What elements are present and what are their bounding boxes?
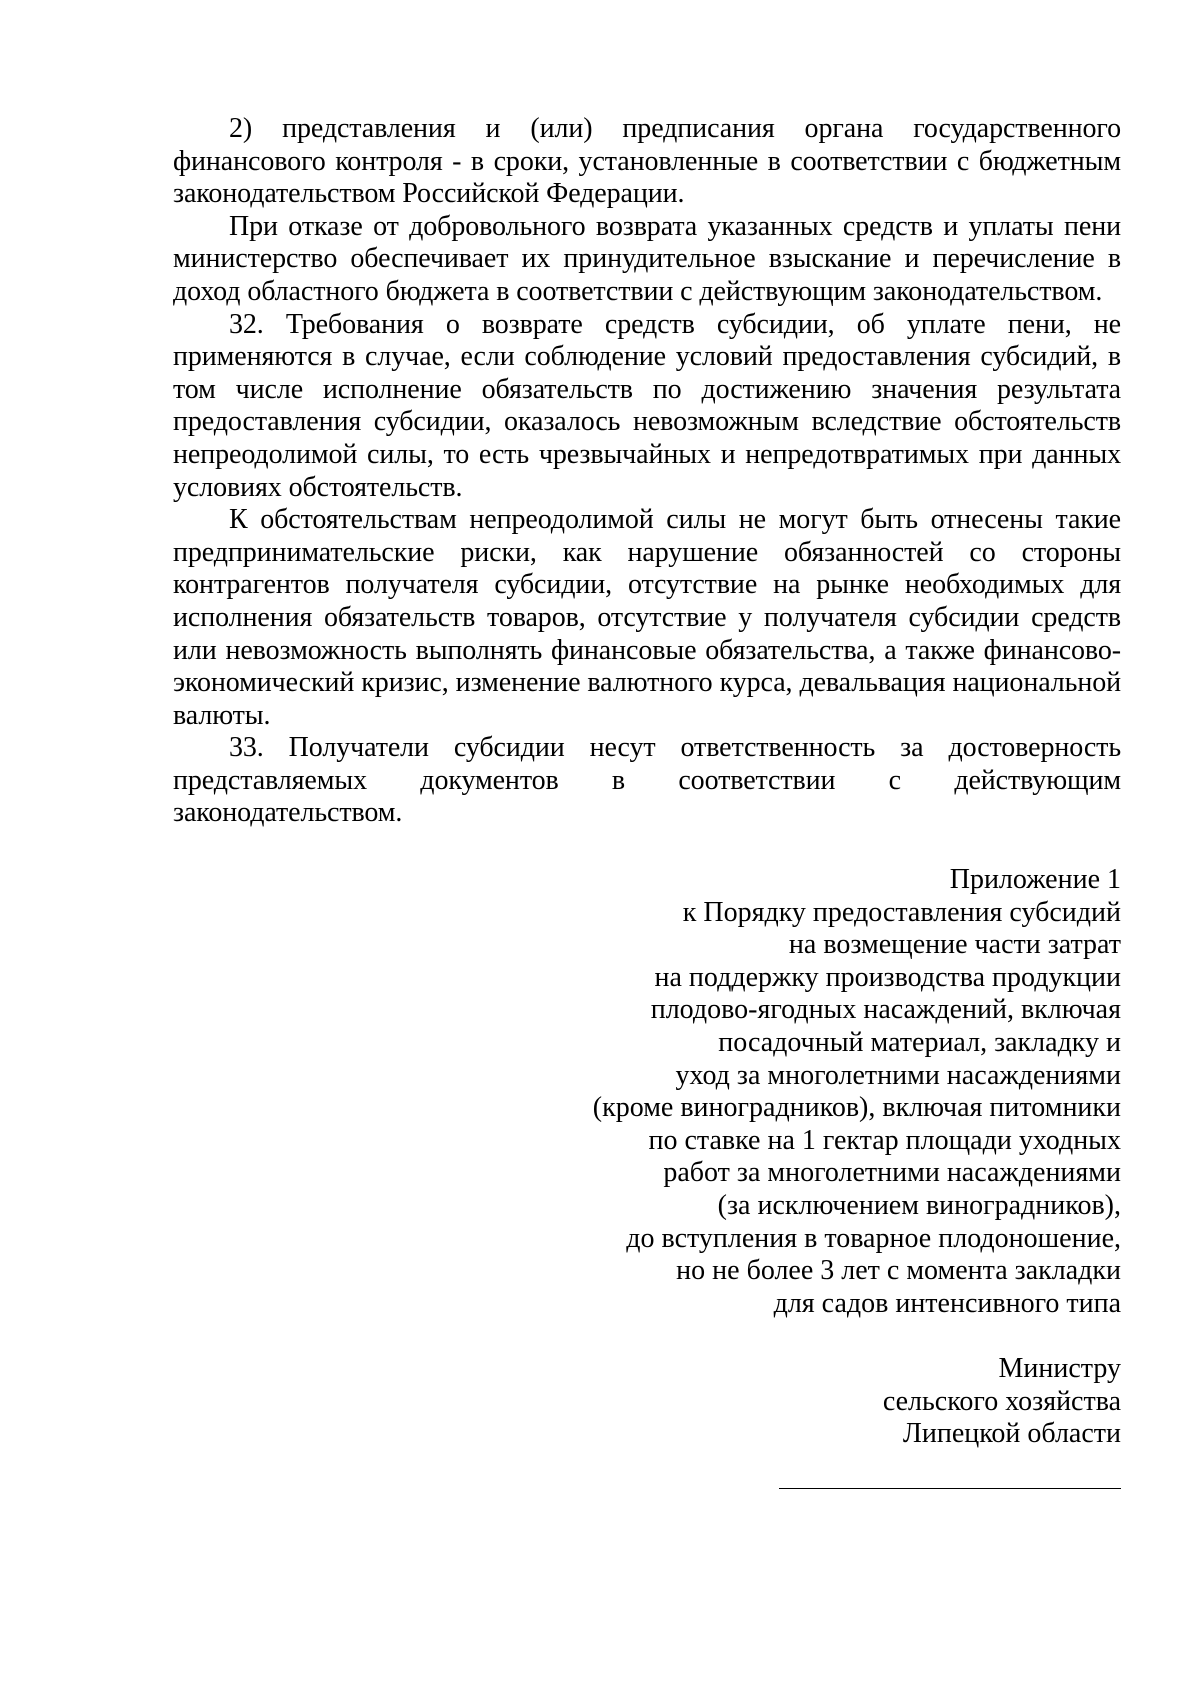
annex-line: по ставке на 1 гектар площади уходных (648, 1124, 1121, 1156)
annex-line: (кроме виноградников), включая питомники (592, 1092, 1121, 1124)
document-body (173, 113, 1121, 830)
annex-line: на возмещение части затрат (788, 929, 1121, 961)
paragraph-item-32: 32. Требования о возврате средств субсидии, об уплате пени, не применяются в случае, если соблюдение условий предоставления субсидий, в том числе исполнение обязательств по достижению значения результата предоставления субсидии, оказалось невозможным вследствие обстоятельств непреодолимой силы, то есть чрезвычайных и непредотвратимых при данных условиях обстоятельств. (173, 308, 1121, 503)
addressee-block (800, 1353, 1121, 1451)
annex-line: уход за многолетними насаждениями (675, 1059, 1121, 1091)
paragraph-refund-orders: 2) представления и (или) предписания органа государственного финансового контроля - в сроки, установленные в соответствии с бюджетным законодательством Российской Федерации. (173, 113, 1121, 210)
addressee-line: Липецкой области (902, 1418, 1121, 1450)
annex-line: но не более 3 лет с момента закладки (676, 1255, 1121, 1287)
blank-fill-line (779, 1488, 1121, 1489)
paragraph-item-33: 33. Получатели субсидии несут ответственность за достоверность представляемых документов в соответствии с действующим законодательством. (173, 732, 1121, 829)
paragraph-force-majeure-exclusions: К обстоятельствам непреодолимой силы не могут быть отнесены такие предпринимательские риски, как нарушение обязанностей со стороны контрагентов получателя субсидии, отсутствие на рынке необходимых для исполнения обязательств товаров, отсутствие у получателя субсидии средств или невозможность выполнять финансовые обязательства, а также финансово-экономический кризис, изменение валютного курса, девальвация национальной валюты. (173, 504, 1121, 731)
annex-title: Приложение 1 (949, 864, 1121, 895)
annex-line: (за исключением виноградников), (717, 1189, 1121, 1221)
addressee-line: Министру (998, 1353, 1121, 1384)
annex-line: посадочный материал, закладку и (718, 1026, 1121, 1058)
annex-line: до вступления в товарное плодоношение, (626, 1222, 1121, 1254)
addressee-line: сельского хозяйства (882, 1385, 1121, 1417)
annex-line: к Порядку предоставления субсидий (682, 896, 1121, 928)
annex-line: для садов интенсивного типа (773, 1287, 1121, 1319)
paragraph-forced-recovery: При отказе от добровольного возврата указанных средств и уплаты пени министерство обеспечивает их принудительное взыскание и перечисление в доход областного бюджета в соответствии с действующим законодательством. (173, 210, 1121, 307)
annex-line: работ за многолетними насаждениями (663, 1157, 1121, 1189)
annex-line: на поддержку производства продукции (654, 961, 1121, 993)
annex-line: плодово-ягодных насаждений, включая (650, 994, 1121, 1026)
annex-header (560, 864, 1121, 1320)
